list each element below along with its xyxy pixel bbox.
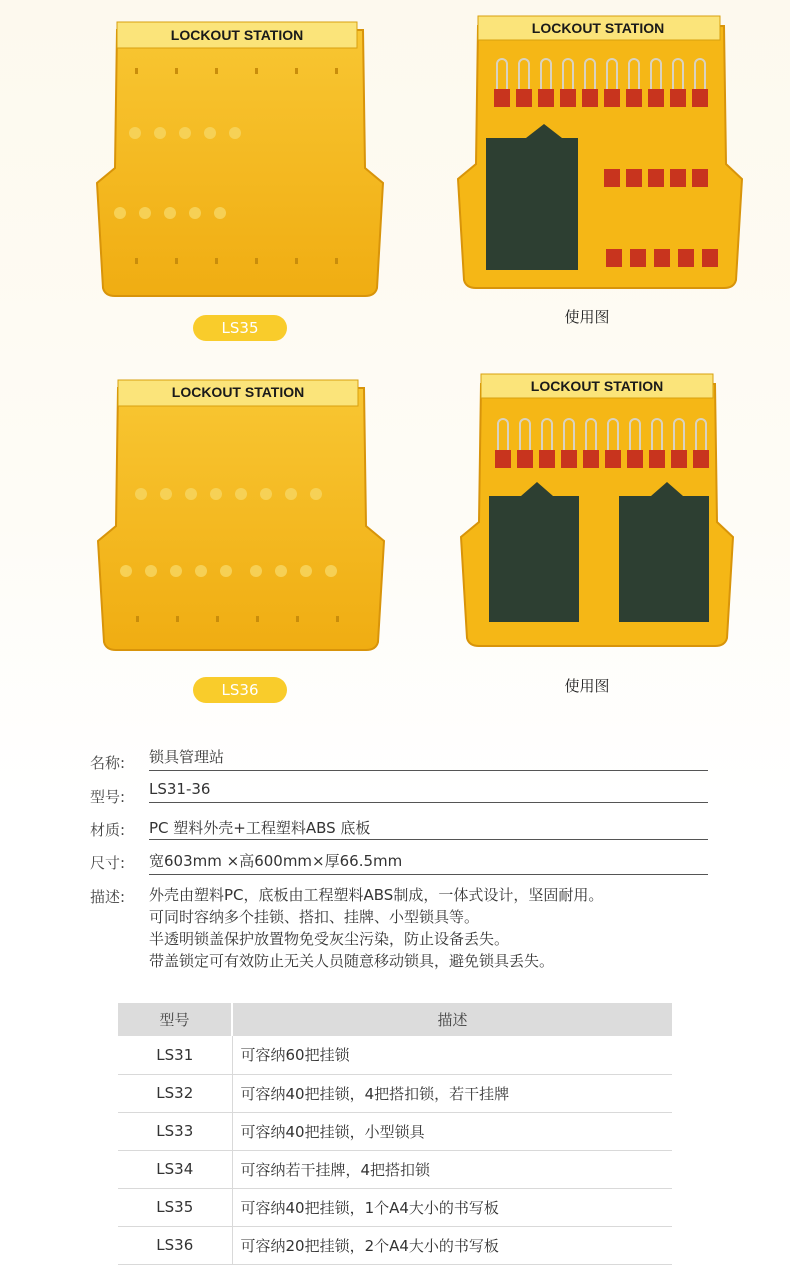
spec-material-value: PC 塑料外壳+工程塑料ABS 底板 (149, 819, 371, 837)
spec-desc-lines (149, 884, 603, 972)
ls36-empty-station-image (96, 376, 386, 652)
model-table (118, 1003, 672, 1265)
usage-caption: 使用图 (564, 308, 610, 326)
model-pill-ls35: LS35 (193, 315, 287, 341)
spec-material-label: 材质: (90, 821, 126, 839)
spec-name-value: 锁具管理站 (149, 748, 225, 766)
ls35-usage-image (456, 14, 744, 292)
spec-model-label: 型号: (90, 788, 126, 806)
table-header-desc: 描述 (232, 1003, 672, 1036)
spec-material-row (90, 817, 710, 843)
table-cell-model: LS31 (118, 1036, 232, 1074)
spec-size-row (90, 850, 710, 876)
divider (149, 839, 708, 840)
station-header-text: LOCKOUT STATION (531, 20, 665, 36)
divider (149, 770, 708, 771)
table-cell-desc: 可容纳60把挂锁 (232, 1036, 672, 1074)
spec-desc-row (90, 884, 710, 978)
station-header-text: LOCKOUT STATION (170, 27, 304, 43)
station-header-text: LOCKOUT STATION (530, 378, 664, 394)
table-cell-desc: 可容纳40把挂锁，4把搭扣锁，若干挂牌 (232, 1074, 672, 1112)
desc-line: 外壳由塑料PC，底板由工程塑料ABS制成，一体式设计，坚固耐用。 (149, 886, 604, 904)
ls36-usage-image (459, 372, 735, 650)
table-cell-model: LS32 (118, 1074, 232, 1112)
table-cell-desc: 可容纳若干挂牌，4把搭扣锁 (232, 1150, 672, 1188)
spec-model-value: LS31-36 (149, 780, 211, 798)
divider (149, 874, 708, 875)
table-row (118, 1226, 672, 1264)
table-row (118, 1036, 672, 1074)
table-row (118, 1074, 672, 1112)
table-header-model: 型号 (118, 1003, 232, 1036)
table-cell-model: LS34 (118, 1150, 232, 1188)
station-header-text: LOCKOUT STATION (171, 384, 305, 400)
table-cell-model: LS36 (118, 1226, 232, 1264)
ls35-empty-station-image (95, 18, 385, 300)
spec-model-row (90, 780, 710, 806)
spec-size-value: 宽603mm ×高600mm×厚66.5mm (149, 852, 403, 870)
table-row (118, 1112, 672, 1150)
table-row (118, 1150, 672, 1188)
table-cell-desc: 可容纳40把挂锁，1个A4大小的书写板 (232, 1188, 672, 1226)
spec-size-label: 尺寸: (90, 854, 126, 872)
usage-caption: 使用图 (564, 677, 610, 695)
desc-line: 半透明锁盖保护放置物免受灰尘污染，防止设备丢失。 (149, 930, 510, 948)
table-cell-model: LS33 (118, 1112, 232, 1150)
spec-desc-label: 描述: (90, 888, 126, 906)
table-cell-desc: 可容纳20把挂锁，2个A4大小的书写板 (232, 1226, 672, 1264)
spec-name-label: 名称: (90, 754, 126, 772)
table-cell-desc: 可容纳40把挂锁，小型锁具 (232, 1112, 672, 1150)
model-pill-ls36: LS36 (193, 677, 287, 703)
spec-name-row (90, 746, 710, 772)
table-cell-model: LS35 (118, 1188, 232, 1226)
table-header-row (118, 1003, 672, 1036)
table-row (118, 1188, 672, 1226)
divider (149, 802, 708, 803)
desc-line: 可同时容纳多个挂锁、搭扣、挂牌、小型锁具等。 (149, 908, 480, 926)
desc-line: 带盖锁定可有效防止无关人员随意移动锁具，避免锁具丢失。 (149, 952, 555, 970)
